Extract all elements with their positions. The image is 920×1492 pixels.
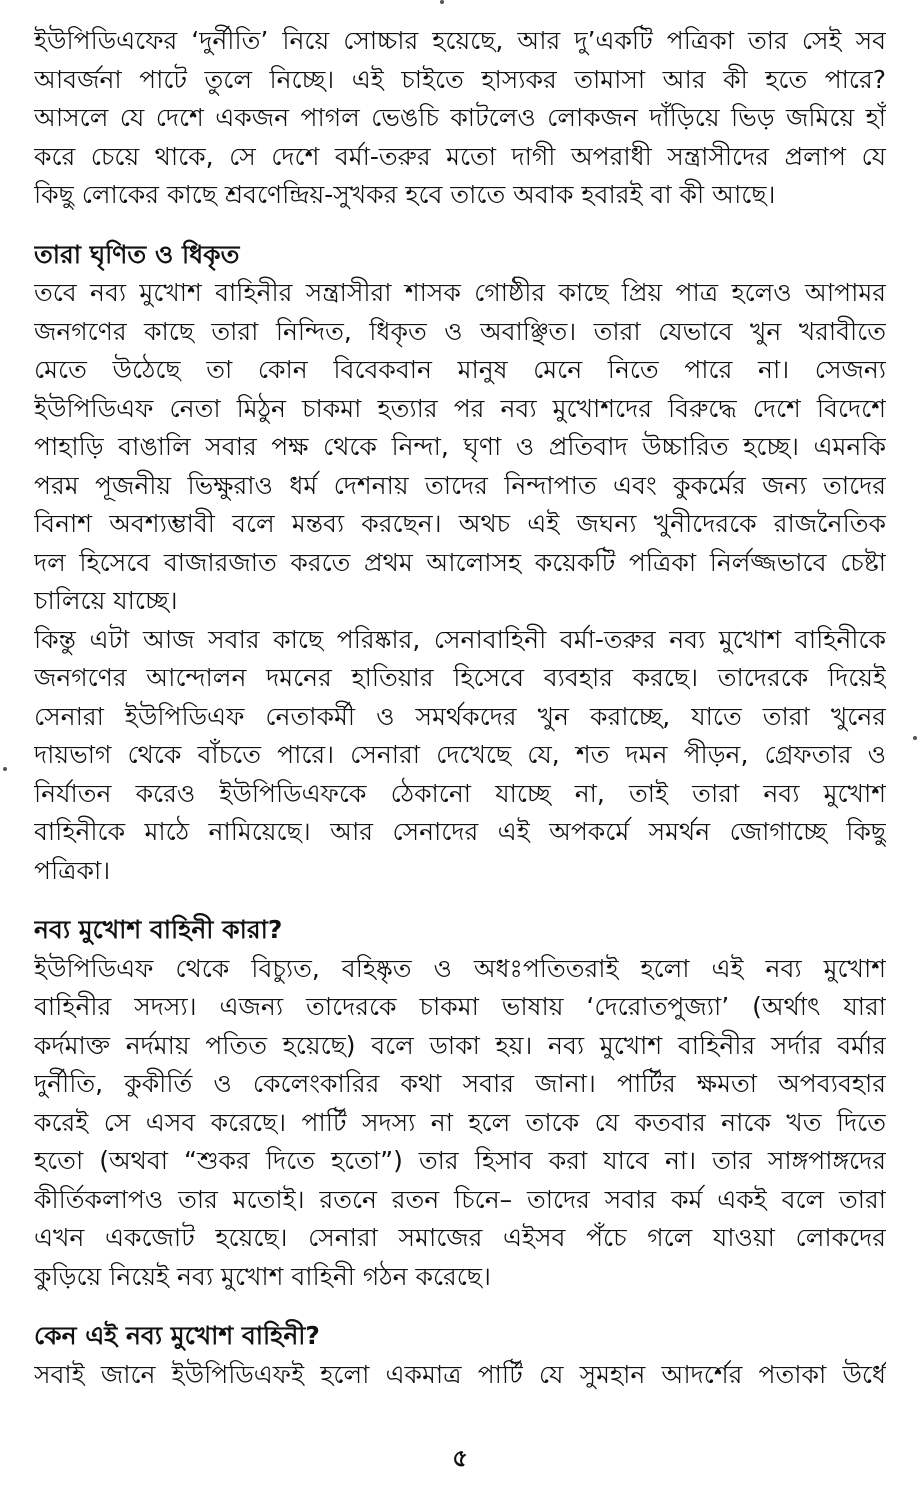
text-line: হতো (অথবা “শুকর দিতে হতো”) তার হিসাব করা যাবে না। তার সাঙ্গপাঙ্গদের bbox=[34, 1146, 886, 1175]
text-line: ইউপিডিএফের ‘দুর্নীতি’ নিয়ে সোচ্চার হয়েছে, আর দু’একটি পত্রিকা তার সেই সব bbox=[34, 26, 886, 55]
section-who bbox=[34, 911, 886, 1296]
text-line: নির্যাতন করেও ইউপিডিএফকে ঠেকানো যাচ্ছে না, তাই তারা নব্য মুখোশ bbox=[34, 778, 886, 808]
section-gap bbox=[34, 1296, 886, 1317]
text-line: বাহিনীকে মাঠে নামিয়েছে। আর সেনাদের এই অপকর্মে সমর্থন জোগাচ্ছে কিছু bbox=[34, 817, 886, 846]
page-number: ৫ bbox=[452, 1444, 468, 1472]
text-line: কীর্তিকলাপও তার মতোই। রতনে রতন চিনে– তাদের সবার কর্ম একই বলে তারা bbox=[34, 1184, 886, 1214]
text-line: দল হিসেবে বাজারজাত করতে প্রথম আলোসহ কয়েকটি পত্রিকা নির্লজ্জভাবে চেষ্টা bbox=[34, 547, 886, 577]
page-body bbox=[34, 22, 886, 1394]
text-line: দুর্নীতি, কুকীর্তি ও কেলেংকারির কথা সবার জানা। পার্টির ক্ষমতা অপব্যবহার bbox=[34, 1069, 886, 1098]
section-heading: তারা ঘৃণিত ও ধিকৃত bbox=[34, 239, 240, 269]
text-line: আবর্জনা পাটে তুলে নিচ্ছে। এই চাইতে হাস্যকর তামাসা আর কী হতে পারে? bbox=[34, 64, 886, 94]
text-line: তবে নব্য মুখোশ বাহিনীর সন্ত্রাসীরা শাসক গোষ্ঠীর কাছে প্রিয় পাত্র হলেও আপামর bbox=[34, 278, 886, 307]
text-line: মেতে উঠেছে তা কোন বিবেকবান মানুষ মেনে নিতে পারে না। সেজন্য bbox=[34, 355, 886, 384]
text-line: ইউপিডিএফ নেতা মিঠুন চাকমা হত্যার পর নব্য মুখোশদের বিরুদ্ধে দেশে বিদেশে bbox=[34, 393, 886, 423]
scan-speck bbox=[440, 0, 444, 4]
text-line: কিন্তু এটা আজ সবার কাছে পরিষ্কার, সেনাবাহিনী বর্মা-তরুর নব্য মুখোশ বাহিনীকে bbox=[34, 624, 886, 654]
scan-speck bbox=[3, 767, 7, 771]
text-line: ইউপিডিএফ থেকে বিচ্যুত, বহিষ্কৃত ও অধঃপতিতরাই হলো এই নব্য মুখোশ bbox=[34, 953, 886, 983]
paragraph-intro bbox=[34, 22, 886, 215]
text-line: কর্দমাক্ত নর্দমায় পতিত হয়েছে) বলে ডাকা হয়। নব্য মুখোশ বাহিনীর সর্দার বর্মার bbox=[34, 1030, 886, 1060]
text-line: বিনাশ অবশ্যম্ভাবী বলে মন্তব্য করছেন। অথচ এই জঘন্য খুনীদেরকে রাজনৈতিক bbox=[34, 509, 886, 538]
text-line: দায়ভাগ থেকে বাঁচতে পারে। সেনারা দেখেছে যে, শত দমন পীড়ন, গ্রেফতার ও bbox=[34, 740, 886, 769]
text-line: জনগণের আন্দোলন দমনের হাতিয়ার হিসেবে ব্যবহার করছে। তাদেরকে দিয়েই bbox=[34, 663, 886, 692]
text-line: জনগণের কাছে তারা নিন্দিত, ধিকৃত ও অবাঞ্ছিত। তারা যেভাবে খুন খরাবীতে bbox=[34, 316, 886, 346]
section-heading: কেন এই নব্য মুখোশ বাহিনী? bbox=[34, 1321, 320, 1350]
text-line: পাহাড়ি বাঙালি সবার পক্ষ থেকে নিন্দা, ঘৃণা ও প্রতিবাদ উচ্চারিত হচ্ছে। এমনকি bbox=[34, 432, 886, 461]
text-line: চালিয়ে যাচ্ছে। bbox=[34, 586, 178, 615]
section-gap bbox=[34, 215, 886, 236]
text-line: সেনারা ইউপিডিএফ নেতাকর্মী ও সমর্থকদের খুন করাচ্ছে, যাতে তারা খুনের bbox=[34, 701, 886, 731]
scan-speck bbox=[913, 736, 917, 740]
section-gap bbox=[34, 890, 886, 911]
section-hated bbox=[34, 236, 886, 891]
text-line: কুড়িয়ে নিয়েই নব্য মুখোশ বাহিনী গঠন করেছে। bbox=[34, 1261, 491, 1291]
text-line: সবাই জানে ইউপিডিএফই হলো একমাত্র পার্টি যে সুমহান আদর্শের পতাকা উর্ধে bbox=[34, 1359, 886, 1389]
text-line: করে চেয়ে থাকে, সে দেশে বর্মা-তরুর মতো দাগী অপরাধী সন্ত্রাসীদের প্রলাপ যে bbox=[34, 141, 886, 171]
text-line: কিছু লোকের কাছে শ্রবণেন্দ্রিয়-সুখকর হবে তাতে অবাক হবারই বা কী আছে। bbox=[34, 180, 776, 209]
section-why bbox=[34, 1317, 886, 1394]
text-line: পরম পূজনীয় ভিক্ষুরাও ধর্ম দেশনায় তাদের নিন্দাপাত এবং কুকর্মের জন্য তাদের bbox=[34, 470, 886, 500]
text-line: পত্রিকা। bbox=[34, 855, 111, 885]
text-line: আসলে যে দেশে একজন পাগল ভেঙচি কাটলেও লোকজন দাঁড়িয়ে ভিড় জমিয়ে হাঁ bbox=[34, 103, 886, 132]
text-line: বাহিনীর সদস্য। এজন্য তাদেরকে চাকমা ভাষায় ‘দেরোতপুজ্যা’ (অর্থাৎ যারা bbox=[34, 992, 886, 1021]
section-heading: নব্য মুখোশ বাহিনী কারা? bbox=[34, 915, 283, 944]
text-line: করেই সে এসব করেছে। পার্টি সদস্য না হলে তাকে যে কতবার নাকে খত দিতে bbox=[34, 1107, 886, 1137]
text-line: এখন একজোট হয়েছে। সেনারা সমাজের এইসব পঁচে গলে যাওয়া লোকদের bbox=[34, 1223, 886, 1252]
